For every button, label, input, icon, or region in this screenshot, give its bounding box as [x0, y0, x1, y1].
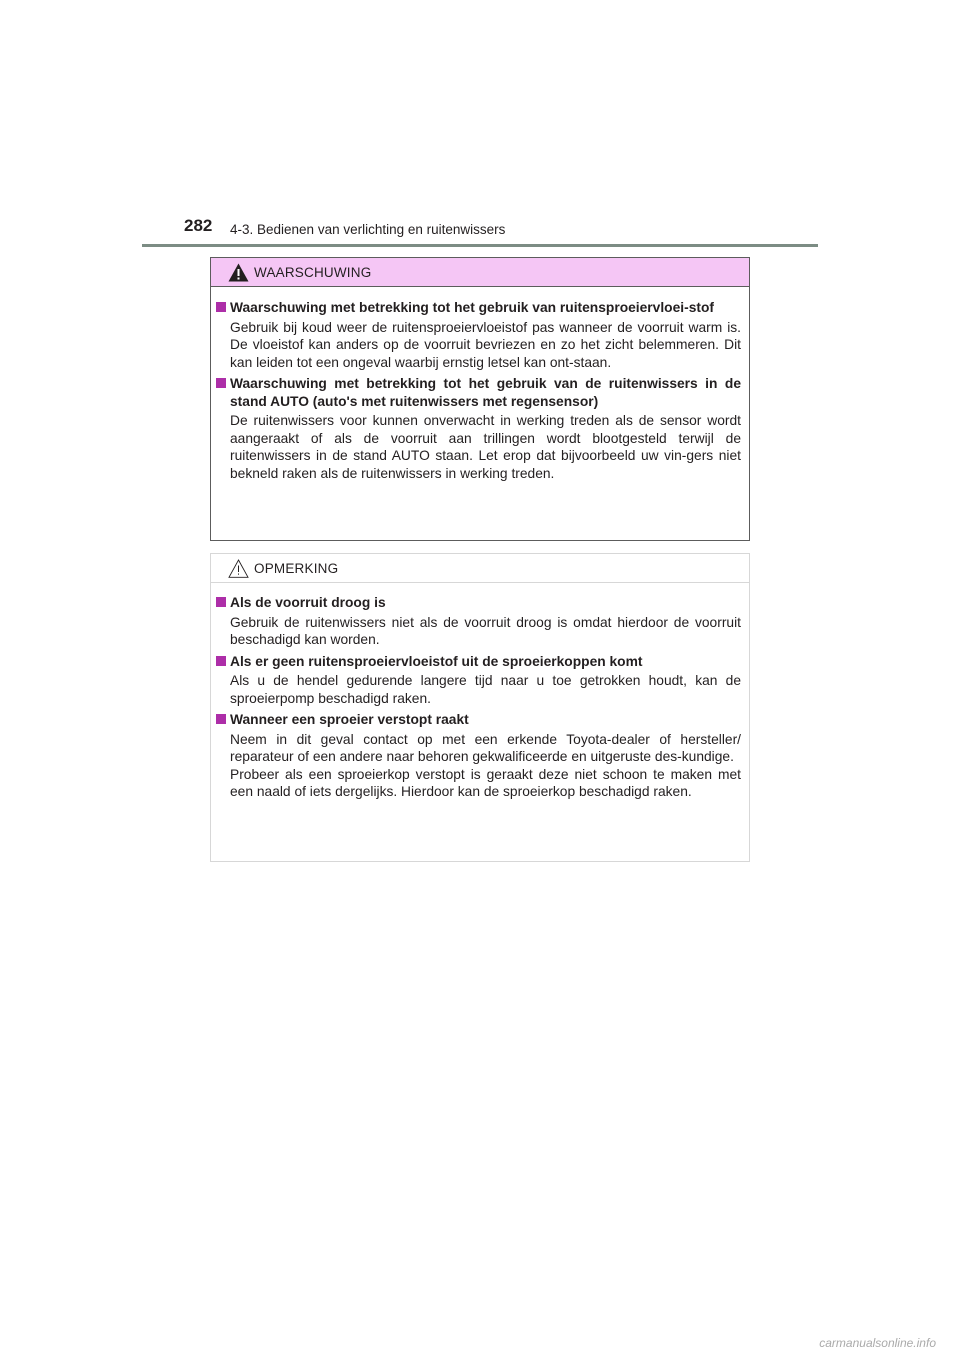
- note-box-title: OPMERKING: [254, 561, 339, 576]
- note-box-header: [211, 554, 749, 583]
- warning-item-text: De ruitenwissers voor kunnen onverwacht in werking treden als de sensor wordt aangeraakt of als de voorruit aan trillingen wordt blootgesteld terwijl de ruitenwissers in de stand AUTO staan. Let erop dat bijvoorbeeld uw vin-gers niet bekneld raken als de ruitenwissers in werking treden.: [230, 413, 741, 481]
- warning-item: [216, 299, 741, 371]
- note-item-text: Gebruik de ruitenwissers niet als de voorruit droog is omdat hierdoor de voorruit beschadigd kan worden.: [230, 614, 741, 647]
- note-item-text: Als u de hendel gedurende langere tijd naar u toe getrokken houdt, kan de sproeierpomp beschadigd raken.: [230, 673, 741, 706]
- caution-triangle-outline-icon: [228, 559, 249, 578]
- header-rule: [142, 244, 818, 247]
- square-bullet-icon: [216, 302, 226, 312]
- page-number: 282: [184, 216, 213, 235]
- note-item-title: Wanneer een sproeier verstopt raakt: [230, 712, 469, 727]
- warning-item-text: Gebruik bij koud weer de ruitensproeiervloeistof pas wanneer de voorruit warm is. De vloeistof kan anders op de voorruit bevriezen en zo het zicht belemmeren. Dit kan leiden tot een ongeval waarbij ernstig letsel kan ont-staan.: [230, 319, 741, 370]
- note-item: [216, 711, 741, 801]
- warning-item: [216, 375, 741, 482]
- note-item-title: Als er geen ruitensproeiervloeistof uit de sproeierkoppen komt: [230, 653, 643, 669]
- note-item-title: Als de voorruit droog is: [230, 595, 386, 610]
- section-title: 4-3. Bedienen van verlichting en ruitenwissers: [230, 222, 506, 237]
- warning-item-title: Waarschuwing met betrekking tot het gebruik van de ruitenwissers in de stand AUTO (auto's met ruitenwissers met regensensor): [230, 376, 741, 409]
- warning-triangle-filled-icon: [228, 263, 249, 282]
- warning-item-title: Waarschuwing met betrekking tot het gebruik van ruitensproeiervloei-stof: [230, 300, 715, 315]
- watermark: carmanualsonline.info: [819, 1336, 936, 1350]
- warning-box-body: [211, 287, 749, 482]
- square-bullet-icon: [216, 597, 226, 607]
- warning-box: [210, 257, 750, 541]
- square-bullet-icon: [216, 378, 226, 388]
- note-item: [216, 594, 741, 649]
- square-bullet-icon: [216, 714, 226, 724]
- note-item: [216, 653, 741, 708]
- note-item-text: Neem in dit geval contact op met een erkende Toyota-dealer of hersteller/ reparateur of een andere naar behoren gekwalificeerde en uitgeruste des-kundige.: [230, 731, 741, 764]
- warning-box-title: WAARSCHUWING: [254, 265, 372, 280]
- square-bullet-icon: [216, 656, 226, 666]
- note-box: [210, 553, 750, 862]
- warning-box-header: [211, 258, 749, 287]
- note-item-text-extra: Probeer als een sproeierkop verstopt is geraakt deze niet schoon te maken met een naald of iets dergelijks. Hierdoor kan de sproeierkop beschadigd raken.: [230, 766, 741, 799]
- note-box-body: [211, 583, 749, 801]
